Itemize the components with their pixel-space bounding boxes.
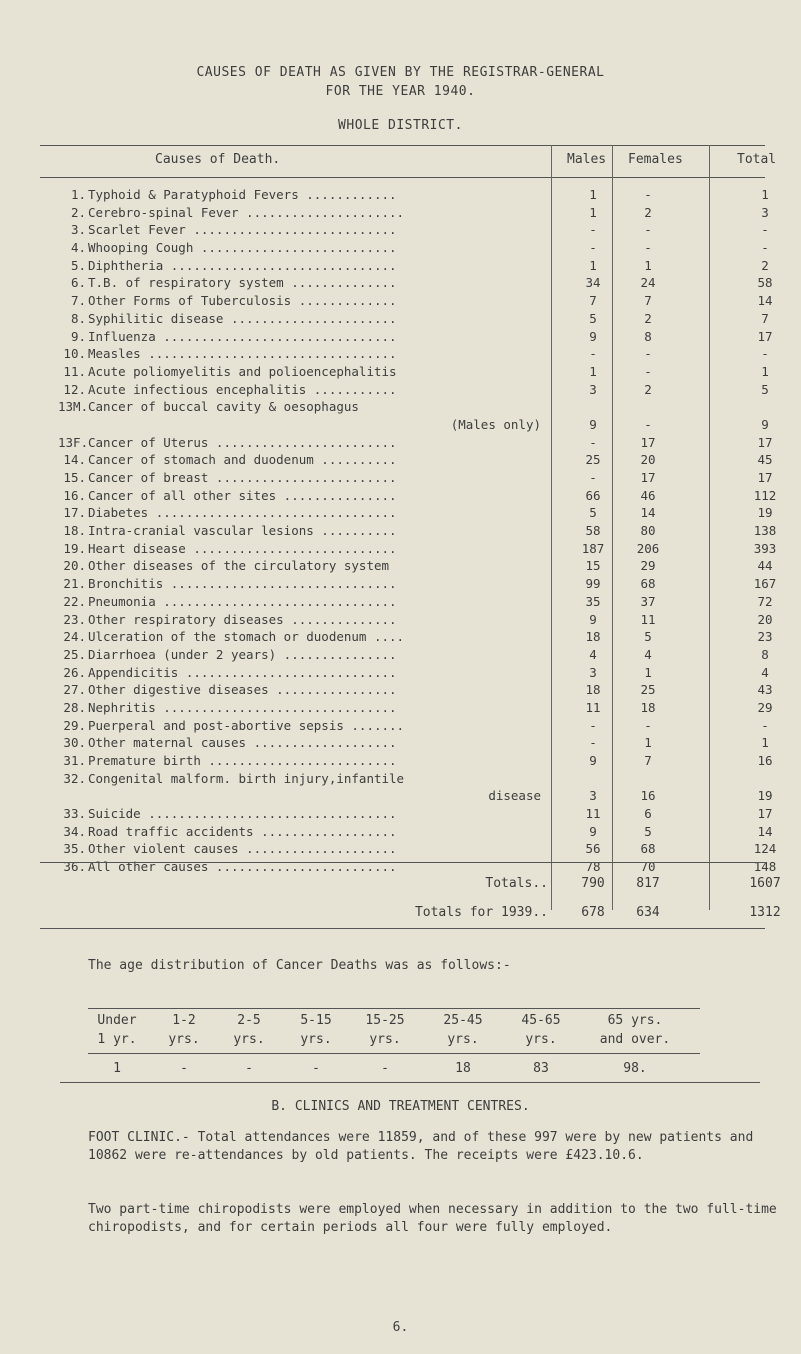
total-value: 23 [757, 629, 773, 645]
cause-label: T.B. of respiratory system .............. [88, 275, 397, 291]
females-value: - [644, 346, 652, 362]
females-value: 11 [640, 611, 656, 627]
row-number: 10. [63, 346, 86, 362]
table-row [0, 752, 801, 770]
table-row [0, 628, 801, 646]
males-value: 5 [589, 310, 597, 326]
males-value: 18 [585, 629, 601, 645]
cause-label: Premature birth ......................... [88, 753, 397, 769]
totals-prev-males: 678 [581, 905, 605, 920]
females-value: 37 [640, 593, 656, 609]
females-value: 7 [644, 293, 652, 309]
males-value: 58 [585, 523, 601, 539]
males-value: - [589, 735, 597, 751]
cause-label: Heart disease ........................... [88, 540, 397, 556]
males-value: - [589, 346, 597, 362]
females-value: 7 [644, 753, 652, 769]
row-number: 21. [63, 576, 86, 592]
males-value: 66 [585, 487, 601, 503]
table-row [0, 646, 801, 664]
females-value: - [644, 717, 652, 733]
age-header-line1: 15-25 [365, 1013, 405, 1028]
females-value: 29 [640, 558, 656, 574]
males-value: 9 [589, 328, 597, 344]
header-causes: Causes of Death. [155, 152, 281, 167]
document-subtitle: FOR THE YEAR 1940. [325, 84, 476, 99]
total-value: 1 [761, 735, 769, 751]
females-value: 17 [640, 470, 656, 486]
males-value: 18 [585, 682, 601, 698]
females-value: 16 [640, 788, 656, 804]
females-value: 5 [644, 823, 652, 839]
total-value: 1 [761, 363, 769, 379]
cause-label: Ulceration of the stomach or duodenum .... [88, 629, 405, 645]
cause-label-continued: disease [488, 788, 541, 804]
age-value: 98. [623, 1061, 647, 1076]
table-row [0, 575, 801, 593]
age-header-line1: 65 yrs. [607, 1013, 663, 1028]
age-value: - [180, 1061, 188, 1076]
cause-label: Syphilitic disease ...................... [88, 310, 397, 326]
total-value: - [761, 346, 769, 362]
females-value: 25 [640, 682, 656, 698]
total-value: 45 [757, 452, 773, 468]
cause-label: Diphtheria .............................. [88, 257, 397, 273]
table-row [0, 858, 801, 876]
total-value: 14 [757, 823, 773, 839]
totals-females: 817 [636, 876, 660, 891]
males-value: 3 [589, 381, 597, 397]
females-value: 80 [640, 523, 656, 539]
total-value: - [761, 222, 769, 238]
cause-label: Cancer of breast ........................ [88, 470, 397, 486]
females-value: 5 [644, 629, 652, 645]
row-number: 2. [70, 204, 86, 220]
age-header-line1: 5-15 [300, 1013, 332, 1028]
row-number: 25. [63, 646, 86, 662]
total-value: 124 [753, 841, 777, 857]
row-number: 3. [70, 222, 86, 238]
females-value: 2 [644, 310, 652, 326]
cause-label: All other causes ........................ [88, 859, 397, 875]
age-distribution-intro: The age distribution of Cancer Deaths was as follows:- [88, 958, 511, 973]
table-row [0, 770, 801, 805]
total-value: 44 [757, 558, 773, 574]
section-b-heading: B. CLINICS AND TREATMENT CENTRES. [271, 1099, 530, 1114]
table-row [0, 593, 801, 611]
table-row [0, 522, 801, 540]
row-number: 36. [63, 859, 86, 875]
totals-prev-label: Totals for 1939.. [414, 905, 548, 920]
females-value: 2 [644, 381, 652, 397]
totals-prev-females: 634 [636, 905, 660, 920]
males-value: 34 [585, 275, 601, 291]
totals-total: 1607 [749, 876, 781, 891]
females-value: 8 [644, 328, 652, 344]
cause-label: Intra-cranial vascular lesions .......... [88, 523, 397, 539]
table-top-rule [40, 145, 765, 146]
row-number: 18. [63, 523, 86, 539]
cause-label: Other digestive diseases ................ [88, 682, 397, 698]
table-row [0, 823, 801, 841]
females-value: 2 [644, 204, 652, 220]
table-row [0, 381, 801, 399]
row-number: 4. [70, 240, 86, 256]
total-value: 20 [757, 611, 773, 627]
row-number: 8. [70, 310, 86, 326]
females-value: 6 [644, 806, 652, 822]
table-row [0, 487, 801, 505]
header-males: Males [567, 152, 607, 167]
total-value: 43 [757, 682, 773, 698]
cause-label: Diarrhoea (under 2 years) ............... [88, 646, 397, 662]
table-row [0, 292, 801, 310]
page-number: 6. [392, 1320, 409, 1335]
row-number: 22. [63, 593, 86, 609]
males-value: 56 [585, 841, 601, 857]
age-value: 1 [113, 1061, 121, 1076]
males-value: 1 [589, 257, 597, 273]
table-row [0, 451, 801, 469]
table-row [0, 681, 801, 699]
table-row [0, 221, 801, 239]
totals-rule [40, 862, 765, 863]
total-value: 7 [761, 310, 769, 326]
cause-label: Cancer of buccal cavity & oesophagus [88, 399, 359, 415]
females-value: 14 [640, 505, 656, 521]
table-row [0, 664, 801, 682]
table-header-rule [40, 177, 765, 178]
table-row [0, 274, 801, 292]
document-title: CAUSES OF DEATH AS GIVEN BY THE REGISTRAR-GENERAL [196, 65, 605, 80]
table-row [0, 840, 801, 858]
table-row [0, 734, 801, 752]
age-header-line2: yrs. [447, 1032, 479, 1047]
age-value: - [245, 1061, 253, 1076]
total-value: 17 [757, 328, 773, 344]
row-number: 15. [63, 470, 86, 486]
row-number: 30. [63, 735, 86, 751]
cause-label: Other violent causes .................... [88, 841, 397, 857]
row-number: 32. [63, 770, 86, 786]
total-value: 17 [757, 434, 773, 450]
row-number: 13M. [58, 399, 89, 415]
total-value: 5 [761, 381, 769, 397]
totals-label: Totals.. [485, 876, 548, 891]
age-header-line2: 1 yr. [97, 1032, 137, 1047]
age-table-mid-rule [88, 1053, 700, 1054]
total-value: 14 [757, 293, 773, 309]
females-value: 68 [640, 841, 656, 857]
row-number: 33. [63, 806, 86, 822]
cause-label: Measles ................................. [88, 346, 397, 362]
males-value: 9 [589, 611, 597, 627]
age-header-line1: 45-65 [521, 1013, 561, 1028]
males-value: 3 [589, 664, 597, 680]
row-number: 7. [70, 293, 86, 309]
cause-label: Appendicitis ............................ [88, 664, 397, 680]
females-value: 1 [644, 664, 652, 680]
females-value: 68 [640, 576, 656, 592]
table-row [0, 504, 801, 522]
males-value: 3 [589, 788, 597, 804]
males-value: 1 [589, 363, 597, 379]
males-value: 78 [585, 859, 601, 875]
total-value: 393 [753, 540, 777, 556]
males-value: 25 [585, 452, 601, 468]
males-value: - [589, 470, 597, 486]
causes-table-body [0, 186, 801, 876]
total-value: - [761, 240, 769, 256]
row-number: 1. [70, 187, 86, 202]
cause-label: Influenza ............................... [88, 328, 397, 344]
males-value: 11 [585, 699, 601, 715]
table-row [0, 204, 801, 222]
total-value: 9 [761, 416, 769, 432]
females-value: 4 [644, 646, 652, 662]
total-value: 4 [761, 664, 769, 680]
totals-prev-total: 1312 [749, 905, 781, 920]
total-value: 58 [757, 275, 773, 291]
district-heading: WHOLE DISTRICT. [338, 118, 463, 133]
total-value: 29 [757, 699, 773, 715]
females-value: 24 [640, 275, 656, 291]
row-number: 14. [63, 452, 86, 468]
cause-label: Scarlet Fever ........................... [88, 222, 397, 238]
age-value: 18 [455, 1061, 471, 1076]
table-row [0, 328, 801, 346]
chiropodists-paragraph: Two part-time chiropodists were employed when necessary in addition to the two full-time chiropodists, and for certain periods all four were fully employed. [88, 1202, 777, 1235]
females-value: - [644, 416, 652, 432]
total-value: 17 [757, 806, 773, 822]
total-value: 167 [753, 576, 777, 592]
cause-label: Acute infectious encephalitis ........... [88, 381, 397, 397]
cause-label: Typhoid & Paratyphoid Fevers ............ [88, 187, 397, 202]
row-number: 20. [63, 558, 86, 574]
row-number: 5. [70, 257, 86, 273]
row-number: 31. [63, 753, 86, 769]
females-value: - [644, 187, 652, 202]
row-number: 13F. [58, 434, 89, 450]
total-value: 2 [761, 257, 769, 273]
cause-label: Cancer of stomach and duodenum .......... [88, 452, 397, 468]
foot-clinic-paragraph: FOOT CLINIC.- Total attendances were 11859, and of these 997 were by new patients and 10862 were re-attendances by old patients. The receipts were £423.10.6. [88, 1130, 754, 1163]
header-total: Total [737, 152, 777, 167]
table-row [0, 398, 801, 433]
females-value: 17 [640, 434, 656, 450]
total-value: 1 [761, 187, 769, 202]
males-value: 9 [589, 753, 597, 769]
total-value: 112 [753, 487, 777, 503]
males-value: 4 [589, 646, 597, 662]
males-value: 7 [589, 293, 597, 309]
males-value: 1 [589, 204, 597, 220]
table-row [0, 805, 801, 823]
table-row [0, 540, 801, 558]
table-row [0, 611, 801, 629]
cause-label-continued: (Males only) [450, 416, 541, 432]
females-value: 70 [640, 859, 656, 875]
males-value: - [589, 222, 597, 238]
table-row [0, 310, 801, 328]
females-value: 206 [636, 540, 660, 556]
cause-label: Cerebro-spinal Fever ..................... [88, 204, 405, 220]
row-number: 24. [63, 629, 86, 645]
females-value: 20 [640, 452, 656, 468]
males-value: 35 [585, 593, 601, 609]
males-value: 1 [589, 187, 597, 202]
total-value: 138 [753, 523, 777, 539]
cause-label: Acute poliomyelitis and polioencephalitis [88, 363, 397, 379]
cause-label: Other diseases of the circulatory system [88, 558, 390, 574]
table-row [0, 345, 801, 363]
females-value: - [644, 363, 652, 379]
cause-label: Nephritis ............................... [88, 699, 397, 715]
age-value: - [312, 1061, 320, 1076]
females-value: 1 [644, 257, 652, 273]
row-number: 12. [63, 381, 86, 397]
table-row [0, 363, 801, 381]
row-number: 29. [63, 717, 86, 733]
row-number: 27. [63, 682, 86, 698]
males-value: - [589, 717, 597, 733]
totals-males: 790 [581, 876, 605, 891]
males-value: 187 [581, 540, 605, 556]
table-row [0, 469, 801, 487]
total-value: 3 [761, 204, 769, 220]
males-value: 9 [589, 823, 597, 839]
cause-label: Whooping Cough .......................... [88, 240, 397, 256]
total-value: 148 [753, 859, 777, 875]
females-value: 18 [640, 699, 656, 715]
age-header-line2: yrs. [168, 1032, 200, 1047]
males-value: - [589, 434, 597, 450]
females-value: - [644, 222, 652, 238]
table-row [0, 239, 801, 257]
total-value: - [761, 717, 769, 733]
table-row [0, 434, 801, 452]
cause-label: Other maternal causes ................... [88, 735, 397, 751]
males-value: 99 [585, 576, 601, 592]
row-number: 6. [70, 275, 86, 291]
row-number: 17. [63, 505, 86, 521]
row-number: 9. [70, 328, 86, 344]
row-number: 28. [63, 699, 86, 715]
table-bottom-rule [40, 928, 765, 929]
cause-label: Bronchitis .............................. [88, 576, 397, 592]
age-header-line2: yrs. [369, 1032, 401, 1047]
age-table-bottom-rule [60, 1082, 760, 1083]
age-header-line1: Under [97, 1013, 137, 1028]
total-value: 16 [757, 753, 773, 769]
total-value: 19 [757, 788, 773, 804]
females-value: 46 [640, 487, 656, 503]
age-header-line2: and over. [599, 1032, 671, 1047]
males-value: - [589, 240, 597, 256]
table-row [0, 699, 801, 717]
cause-label: Other Forms of Tuberculosis ............. [88, 293, 397, 309]
age-value: 83 [533, 1061, 549, 1076]
row-number: 16. [63, 487, 86, 503]
males-value: 5 [589, 505, 597, 521]
age-value: - [381, 1061, 389, 1076]
cause-label: Congenital malform. birth injury,infantile [88, 770, 405, 786]
females-value: 1 [644, 735, 652, 751]
age-table-top-rule [88, 1008, 700, 1009]
row-number: 35. [63, 841, 86, 857]
total-value: 19 [757, 505, 773, 521]
males-value: 9 [589, 416, 597, 432]
cause-label: Diabetes ................................ [88, 505, 397, 521]
age-header-line2: yrs. [233, 1032, 265, 1047]
cause-label: Road traffic accidents .................. [88, 823, 397, 839]
row-number: 11. [63, 363, 86, 379]
age-header-line1: 2-5 [237, 1013, 261, 1028]
cause-label: Puerperal and post-abortive sepsis ....... [88, 717, 405, 733]
cause-label: Cancer of all other sites ............... [88, 487, 397, 503]
age-header-line1: 25-45 [443, 1013, 483, 1028]
total-value: 8 [761, 646, 769, 662]
cause-label: Pneumonia ............................... [88, 593, 397, 609]
males-value: 15 [585, 558, 601, 574]
row-number: 34. [63, 823, 86, 839]
cause-label: Cancer of Uterus ........................ [88, 434, 397, 450]
row-number: 23. [63, 611, 86, 627]
row-number: 19. [63, 540, 86, 556]
table-row [0, 257, 801, 275]
age-header-line1: 1-2 [172, 1013, 196, 1028]
age-header-line2: yrs. [525, 1032, 557, 1047]
females-value: - [644, 240, 652, 256]
total-value: 17 [757, 470, 773, 486]
males-value: 11 [585, 806, 601, 822]
age-header-line2: yrs. [300, 1032, 332, 1047]
table-row [0, 186, 801, 204]
cause-label: Suicide ................................. [88, 806, 397, 822]
table-row [0, 717, 801, 735]
row-number: 26. [63, 664, 86, 680]
table-row [0, 557, 801, 575]
cause-label: Other respiratory diseases .............. [88, 611, 397, 627]
header-females: Females [628, 152, 683, 167]
total-value: 72 [757, 593, 773, 609]
